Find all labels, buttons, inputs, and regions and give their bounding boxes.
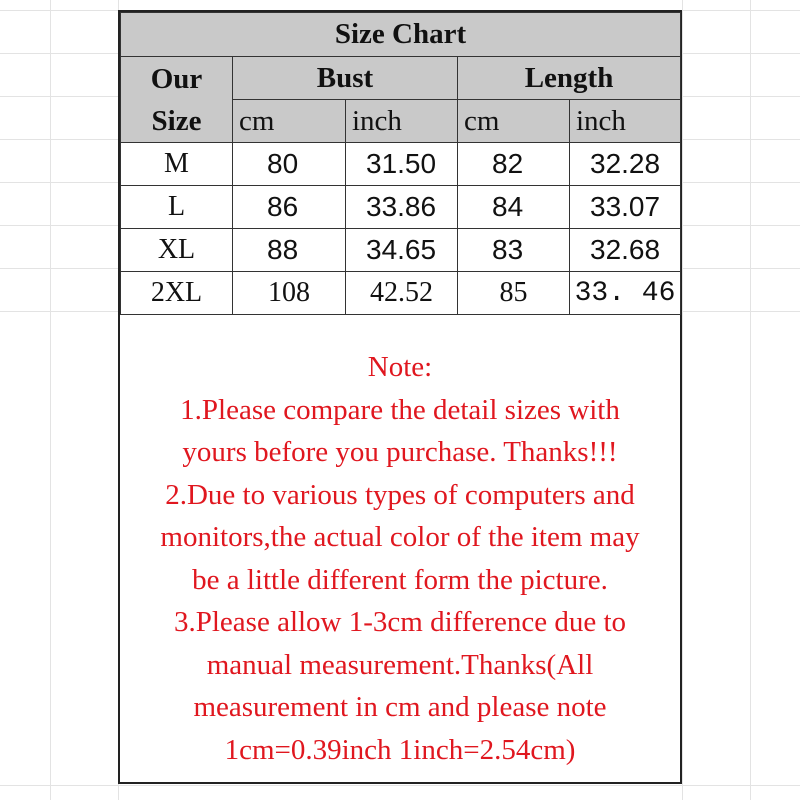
bust-cm-cell: 108 — [233, 272, 346, 315]
notes-section — [120, 346, 680, 771]
length-inch-cell: 33.07 — [570, 186, 681, 229]
unit-bust-inch: inch — [346, 100, 458, 143]
table-row — [121, 186, 681, 229]
length-inch-cell: 32.68 — [570, 229, 681, 272]
size-cell: 2XL — [121, 272, 233, 315]
bust-inch-cell: 33.86 — [346, 186, 458, 229]
size-cell: M — [121, 143, 233, 186]
note-line: measurement in cm and please note — [193, 691, 607, 723]
length-inch-cell: 33. 46 — [570, 272, 681, 315]
note-line: manual measurement.Thanks(All — [206, 648, 594, 681]
note-line: 2.Due to various types of computers and — [165, 478, 635, 511]
length-cm-cell: 85 — [458, 272, 570, 315]
bust-inch-cell: 42.52 — [346, 272, 458, 315]
length-cm-cell: 84 — [458, 186, 570, 229]
size-cell: L — [121, 186, 233, 229]
length-header: Length — [458, 57, 681, 100]
bust-inch-cell: 31.50 — [346, 143, 458, 186]
note-line: be a little different form the picture. — [192, 563, 608, 596]
chart-title: Size Chart — [121, 13, 681, 57]
note-line: 3.Please allow 1-3cm difference due to — [173, 606, 627, 638]
size-chart — [118, 10, 682, 784]
size-table — [120, 12, 681, 315]
bust-cm-cell: 80 — [233, 143, 346, 186]
table-row — [121, 272, 681, 315]
unit-length-inch: inch — [570, 100, 681, 143]
table-row — [121, 229, 681, 272]
note-line: yours before you purchase. Thanks!!! — [182, 436, 618, 468]
size-cell: XL — [121, 229, 233, 272]
table-row — [121, 143, 681, 186]
unit-length-cm: cm — [458, 100, 570, 143]
bust-header: Bust — [233, 57, 458, 100]
bust-inch-cell: 34.65 — [346, 229, 458, 272]
bust-cm-cell: 88 — [233, 229, 346, 272]
length-cm-cell: 83 — [458, 229, 570, 272]
length-cm-cell: 82 — [458, 143, 570, 186]
our-size-header-top: Our — [150, 62, 203, 95]
bust-cm-cell: 86 — [233, 186, 346, 229]
unit-bust-cm: cm — [233, 100, 346, 143]
note-line: 1cm=0.39inch 1inch=2.54cm) — [224, 733, 576, 766]
note-heading: Note: — [367, 351, 433, 383]
note-line: 1.Please compare the detail sizes with — [180, 393, 620, 426]
our-size-header — [121, 57, 233, 143]
length-inch-cell: 32.28 — [570, 143, 681, 186]
our-size-header-bottom: Size — [151, 104, 202, 137]
note-line: monitors,the actual color of the item may — [160, 521, 640, 553]
